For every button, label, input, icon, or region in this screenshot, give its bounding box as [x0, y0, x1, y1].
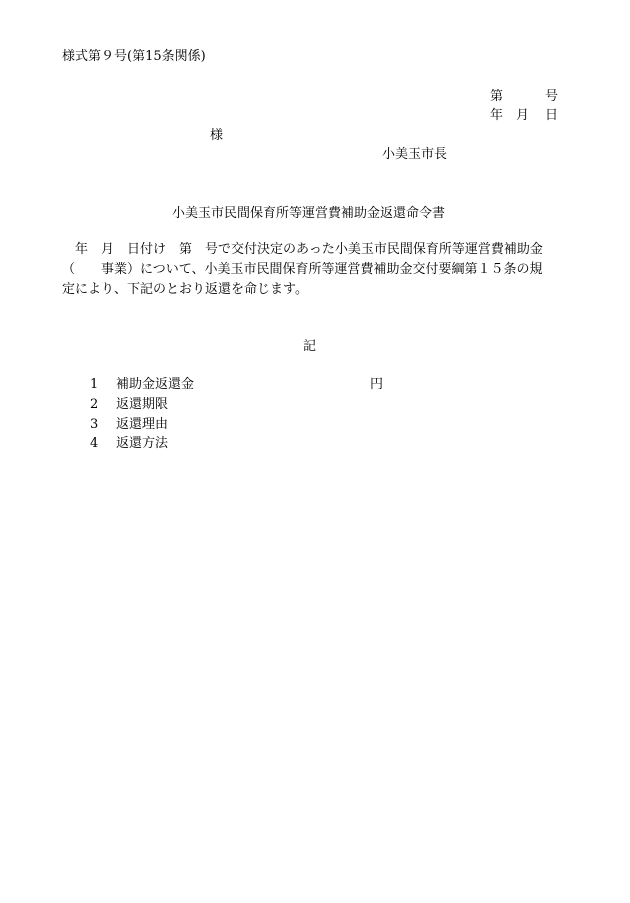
item-number: 3 [90, 417, 99, 432]
item-number: 1 [90, 377, 99, 392]
item-number: 2 [90, 397, 99, 412]
issuer-name: 小美玉市長 [382, 147, 448, 162]
reference-number-suffix: 号 [544, 89, 558, 104]
addressee-honorific: 様 [210, 128, 224, 143]
item-label: 返還期限 [116, 397, 169, 412]
item-number: 4 [90, 436, 99, 451]
item-label: 返還方法 [116, 436, 169, 451]
body-line-1: 年 月 日付け 第 号で交付決定のあった小美玉市民間保育所等運営費補助金 [62, 242, 543, 257]
document-title: 小美玉市民間保育所等運営費補助金返還命令書 [172, 206, 446, 221]
body-line-2: （ 事業）について、小美玉市民間保育所等運営費補助金交付要綱第１５条の規 [62, 262, 543, 277]
item-label: 補助金返還金 [116, 377, 195, 392]
body-line-3: 定により、下記のとおり返還を命じます。 [62, 282, 308, 297]
amount-unit-label: 円 [370, 377, 384, 392]
body-paragraph [62, 240, 562, 300]
form-number: 様式第９号(第15条関係) [62, 49, 206, 64]
item-label: 返還理由 [116, 417, 169, 432]
date-year-label: 年 [490, 108, 504, 123]
reference-number-prefix: 第 [490, 89, 504, 104]
date-day-label: 日 [544, 108, 558, 123]
ki-heading: 記 [303, 339, 317, 354]
date-month-label: 月 [516, 108, 530, 123]
